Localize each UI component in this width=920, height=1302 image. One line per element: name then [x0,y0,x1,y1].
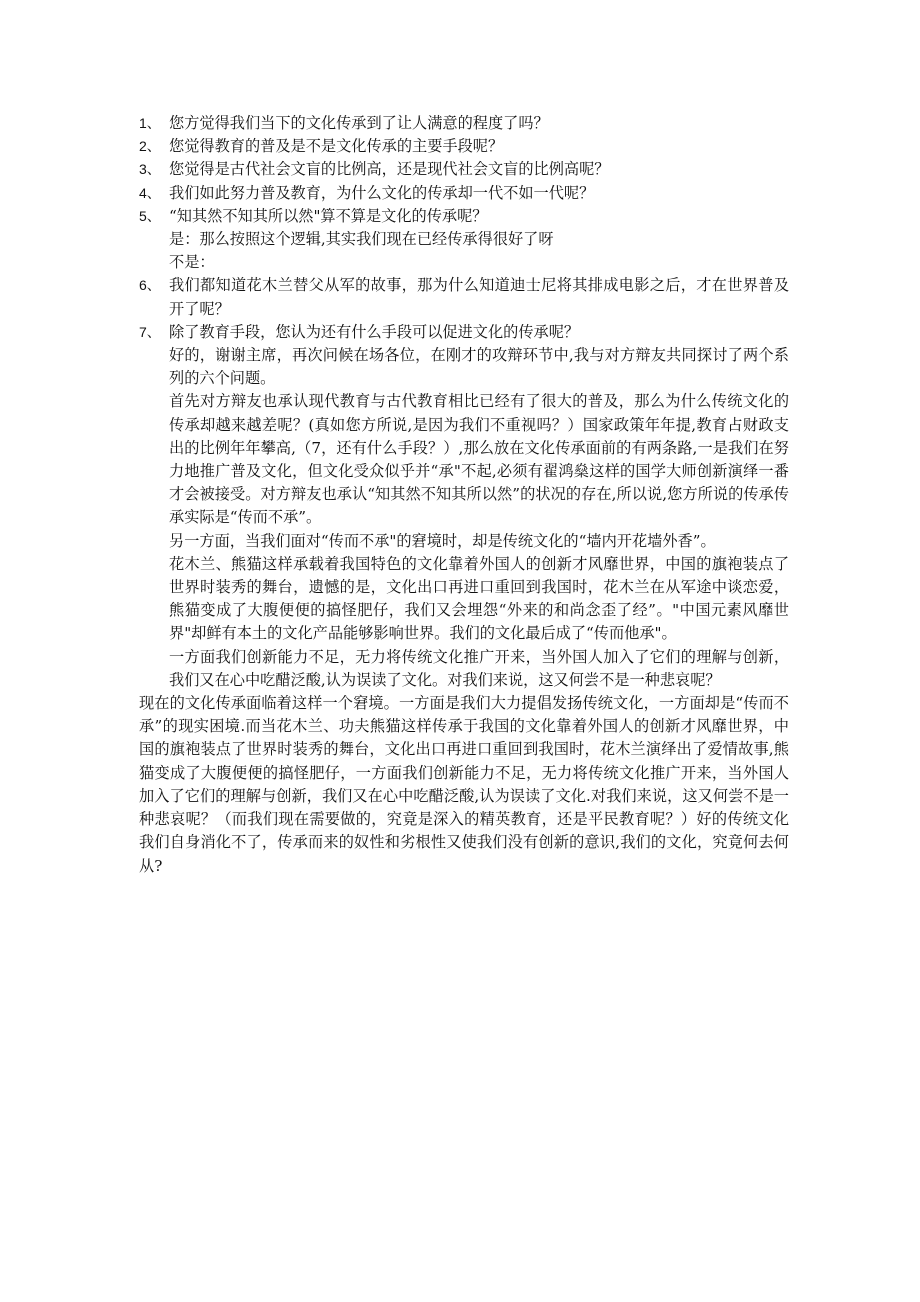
question-number: 1、 [139,115,161,131]
question-text: 除了教育手段，您认为还有什么手段可以促进文化的传承呢？ [169,322,580,341]
paragraph-examples: 花木兰、熊猫这样承载着我国特色的文化靠着外国人的创新才风靡世界，中国的旗袍装点了世界时装秀的舞台，遗憾的是，文化出口再进口重回到我国时，花木兰在从军途中谈恋爱，熊猫变成了大腹便便的搞怪肥仔，我们又会埋怨“外来的和尚念歪了经”。"中国元素风靡世界"却鲜有本土的文化产品能够影响世界。我们的文化最后成了“传而他承"。 [169,554,789,643]
paragraph-opening: 好的，谢谢主席，再次问候在场各位，在刚才的攻辩环节中,我与对方辩友共同探讨了两个系列的六个问题。 [169,346,789,388]
paragraph-first-point: 首先对方辩友也承认现代教育与古代教育相比已经有了很大的普及，那么为什么传统文化的传承却越来越差呢？(真如您方所说,是因为我们不重视吗？）国家政策年年提,教育占财政支出的比例年年攀高,（7，还有什么手段？）,那么放在文化传承面前的有两条路,一是我们在努力地推广普及文化，但文化受众似乎并“承"不起,必须有翟鸿燊这样的国学大师创新演绎一番才会被接受。对方辩友也承认“知其然不知其所以然”的状况的存在,所以说,您方所说的传承传承实际是“传而不承”。 [169,392,789,527]
question-3 [139,158,789,181]
question-number: 3、 [139,161,161,178]
paragraph-second-point: 另一方面，当我们面对“传而不承"的窘境时，却是传统文化的“墙内开花墙外香”。 [169,531,716,550]
question-6 [139,274,789,320]
question-number: 6、 [139,277,161,294]
paragraph-innovation: 一方面我们创新能力不足，无力将传统文化推广开来，当外国人加入了它们的理解与创新，我们又在心中吃醋泛酸,认为误读了文化。对我们来说，这又何尝不是一种悲哀呢？ [169,647,789,689]
question-2 [139,135,789,158]
question-number: 5、 [139,207,161,224]
paragraph-summary: 现在的文化传承面临着这样一个窘境。一方面是我们大力提倡发扬传统文化，一方面却是“传而不承”的现实困境.而当花木兰、功夫熊猫这样传承于我国的文化靠着外国人的创新才风靡世界，中国的旗袍装点了世界时装秀的舞台，文化出口再进口重回到我国时，花木兰演绎出了爱情故事,熊猫变成了大腹便便的搞怪肥仔，一方面我们创新能力不足，无力将传统文化推广开来，当外国人加入了它们的理解与创新，我们又在心中吃醋泛酸,认为误读了文化.对我们来说，这又何尝不是一种悲哀呢？（而我们现在需要做的，究竟是深入的精英教育，还是平民教育呢？）好的传统文化我们自身消化不了，传承而来的奴性和劣根性又使我们没有创新的意识,我们的文化，究竟何去何从? [139,694,789,875]
question-number: 4、 [139,184,161,201]
question-text: 我们如此努力普及教育，为什么文化的传承却一代不如一代呢？ [169,183,595,202]
question-1 [139,112,789,135]
question-4 [139,182,789,205]
question-text: 您觉得是古代社会文盲的比例高，还是现代社会文盲的比例高呢？ [169,160,610,179]
question-number: 2、 [139,138,161,155]
question-5 [139,205,789,228]
answer-no: 不是： [169,253,215,272]
document-body [139,112,789,878]
question-text: “知其然不知其所以然"算不算是文化的传承呢？ [169,206,488,225]
question-text: 您方觉得我们当下的文化传承到了让人满意的程度了吗？ [169,114,549,132]
answer-yes: 是：那么按照这个逻辑,其实我们现在已经传承得很好了呀 [169,230,554,249]
question-7 [139,321,789,344]
question-text: 您觉得教育的普及是不是文化传承的主要手段呢？ [169,137,504,156]
question-text: 我们都知道花木兰替父从军的故事，那为什么知道迪士尼将其排成电影之后，才在世界普及开了呢？ [169,276,789,318]
question-number: 7、 [139,323,161,340]
